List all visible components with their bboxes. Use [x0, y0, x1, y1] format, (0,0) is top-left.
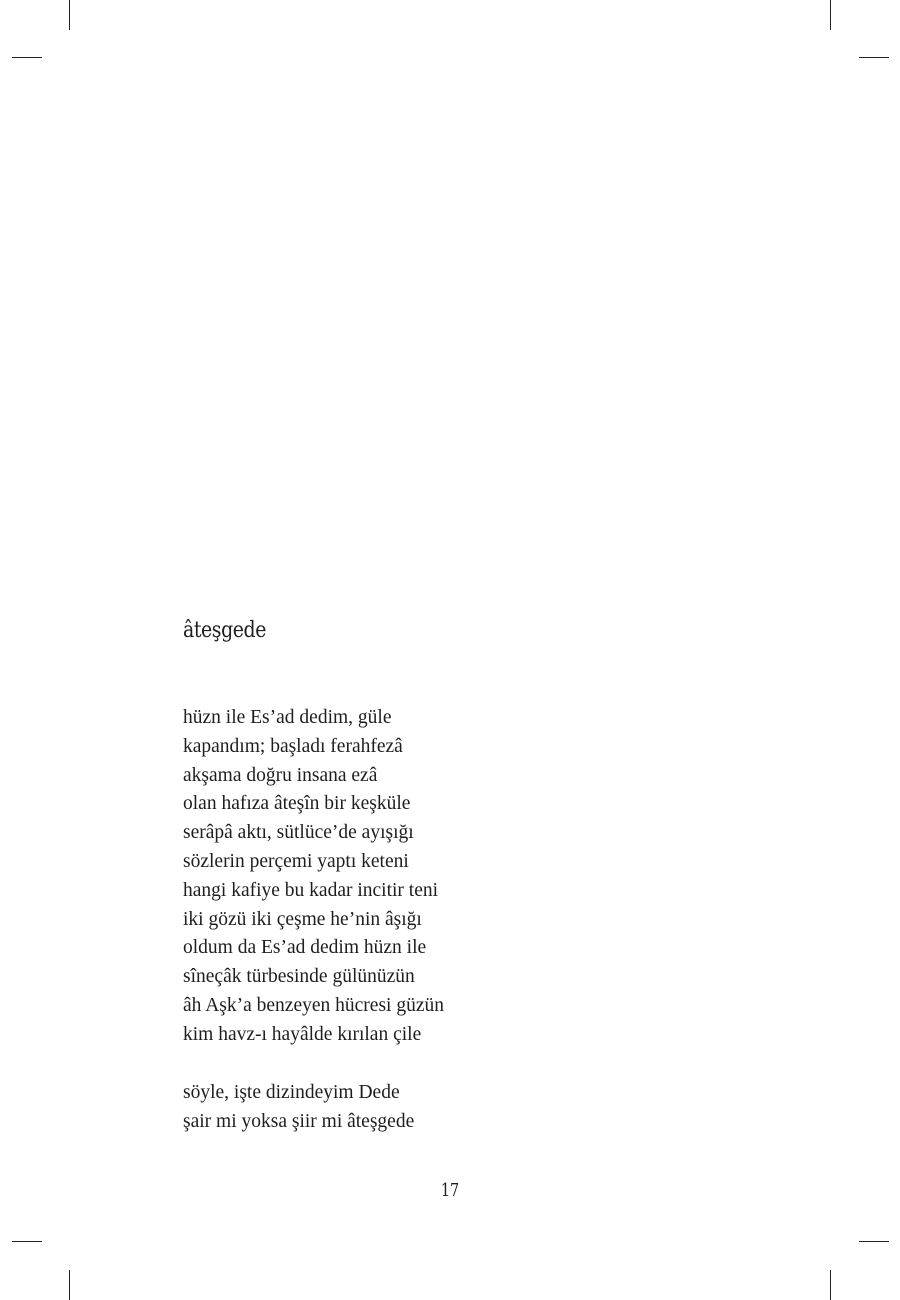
page-number: 17 [440, 1180, 460, 1201]
poem-line: oldum da Es’ad dedim hüzn ile [183, 937, 427, 959]
poem-stanza-2 [183, 1079, 414, 1137]
poem-line: söyle, işte dizindeyim Dede [183, 1082, 400, 1103]
poem-line: serâpâ aktı, sütlüce’de ayışığı [183, 822, 414, 844]
crop-mark-top-left-horizontal [12, 57, 42, 58]
crop-mark-top-left-vertical [69, 0, 70, 30]
poem-line: sîneçâk türbesinde gülünüzün [183, 966, 415, 988]
poem-stanza-1 [183, 704, 444, 1050]
crop-mark-bottom-left-horizontal [12, 1241, 42, 1242]
crop-mark-top-right-horizontal [859, 57, 889, 58]
poem-line: şair mi yoksa şiir mi âteşgede [183, 1110, 415, 1132]
poem-line: kim havz-ı hayâlde kırılan çile [183, 1023, 422, 1045]
poem-line: akşama doğru insana ezâ [183, 764, 378, 786]
crop-mark-bottom-right-horizontal [859, 1241, 889, 1242]
crop-mark-top-right-vertical [830, 0, 831, 30]
poem-line: hüzn ile Es’ad dedim, güle [183, 707, 392, 728]
poem-line: iki gözü iki çeşme he’nin âşığı [183, 908, 422, 930]
poem-line: sözlerin perçemi yaptı keteni [183, 850, 409, 872]
crop-mark-bottom-left-vertical [69, 1270, 70, 1300]
poem-title: âteşgede [183, 618, 266, 643]
poem-line: olan hafıza âteşîn bir keşküle [183, 793, 411, 815]
poem-line: âh Aşk’a benzeyen hücresi güzün [183, 994, 444, 1016]
crop-mark-bottom-right-vertical [830, 1270, 831, 1300]
poem-line: hangi kafiye bu kadar incitir teni [183, 879, 439, 901]
poem-line: kapandım; başladı ferahfezâ [183, 735, 403, 757]
